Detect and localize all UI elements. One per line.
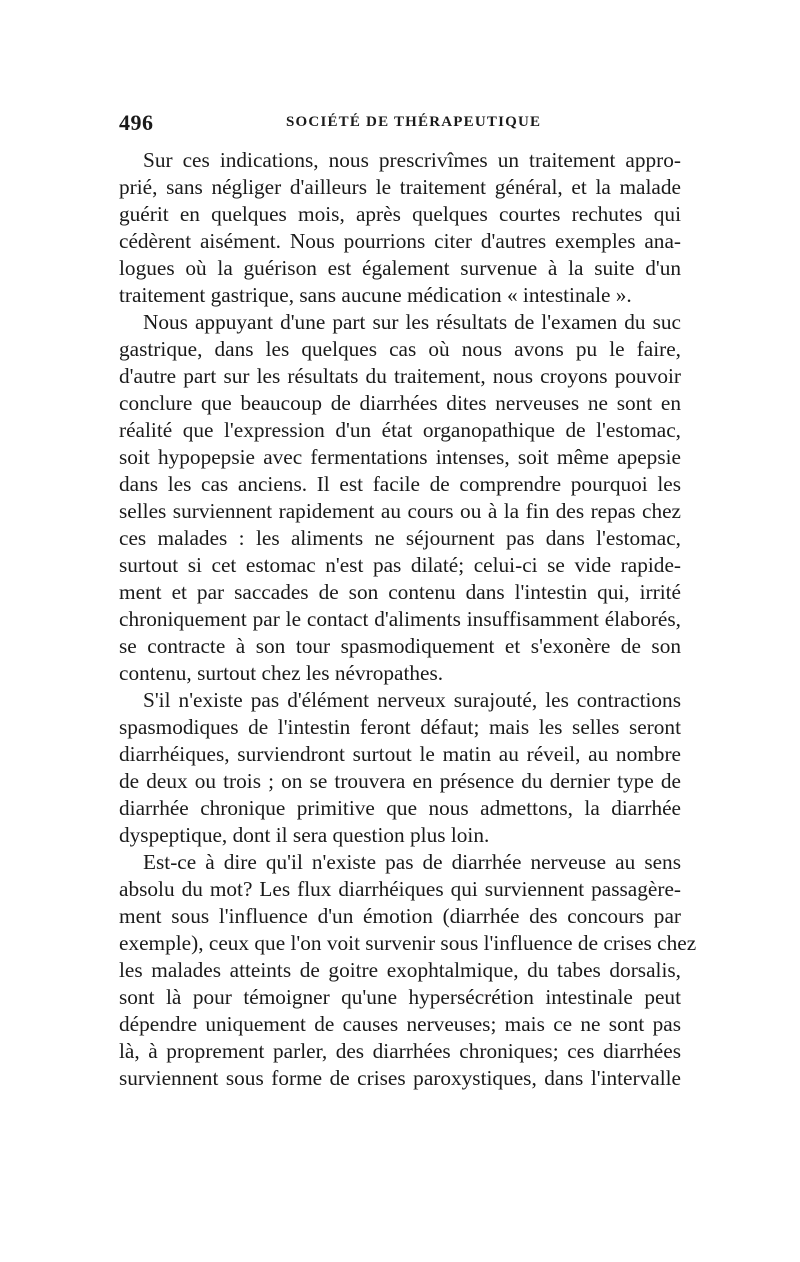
paragraph-2 <box>119 309 681 687</box>
text-line: ment et par saccades de son contenu dans l'intestin qui, irrité <box>119 580 681 604</box>
text-line: d'autre part sur les résultats du traitement, nous croyons pouvoir <box>119 364 681 388</box>
text-line: Nous appuyant d'une part sur les résultats de l'examen du suc <box>143 310 681 334</box>
text-line: dyspeptique, dont il sera question plus loin. <box>119 823 490 847</box>
text-line: logues où la guérison est également survenue à la suite d'un <box>119 256 681 280</box>
text-line: surtout si cet estomac n'est pas dilaté; celui-ci se vide rapide- <box>119 553 681 577</box>
text-line: absolu du mot? Les flux diarrhéiques qui surviennent passagère- <box>119 877 681 901</box>
text-line: ment sous l'influence d'un émotion (diarrhée des concours par <box>119 904 681 928</box>
page-number: 496 <box>119 110 154 135</box>
text-line: se contracte à son tour spasmodiquement et s'exonère de son <box>119 634 681 658</box>
text-line: ces malades : les aliments ne séjournent pas dans l'estomac, <box>119 526 681 550</box>
text-line: exemple), ceux que l'on voit survenir sous l'influence de crises chez <box>119 931 697 955</box>
text-line: diarrhéiques, surviendront surtout le matin au réveil, au nombre <box>119 742 681 766</box>
text-line: selles surviennent rapidement au cours ou à la fin des repas chez <box>119 499 681 523</box>
text-line: sont là pour témoigner qu'une hypersécrétion intestinale peut <box>119 985 681 1009</box>
text-line: spasmodiques de l'intestin feront défaut; mais les selles seront <box>119 715 681 739</box>
running-title: SOCIÉTÉ DE THÉRAPEUTIQUE <box>286 114 542 130</box>
text-line: dépendre uniquement de causes nerveuses; mais ce ne sont pas <box>119 1012 681 1036</box>
text-line: dans les cas anciens. Il est facile de comprendre pourquoi les <box>119 472 681 496</box>
running-head <box>119 110 680 144</box>
text-line: soit hypopepsie avec fermentations intenses, soit même apepsie <box>119 445 681 469</box>
text-line: diarrhée chronique primitive que nous admettons, la diarrhée <box>119 796 681 820</box>
text-line: contenu, surtout chez les névropathes. <box>119 661 444 685</box>
text-line: prié, sans négliger d'ailleurs le traitement général, et la malade <box>119 175 681 199</box>
text-line: cédèrent aisément. Nous pourrions citer d'autres exemples ana- <box>119 229 681 253</box>
text-line: Sur ces indications, nous prescrivîmes un traitement appro- <box>143 148 681 172</box>
text-line: gastrique, dans les quelques cas où nous avons pu le faire, <box>119 337 681 361</box>
paragraph-4 <box>119 849 697 1092</box>
text-line: guérit en quelques mois, après quelques courtes rechutes qui <box>119 202 681 226</box>
paragraph-3 <box>119 687 681 849</box>
text-line: Est-ce à dire qu'il n'existe pas de diarrhée nerveuse au sens <box>143 850 681 874</box>
text-line: S'il n'existe pas d'élément nerveux surajouté, les contractions <box>143 688 681 712</box>
text-line: surviennent sous forme de crises paroxystiques, dans l'intervalle <box>119 1066 681 1090</box>
text-line: conclure que beaucoup de diarrhées dites nerveuses ne sont en <box>119 391 681 415</box>
text-line: de deux ou trois ; on se trouvera en présence du dernier type de <box>119 769 681 793</box>
text-line: là, à proprement parler, des diarrhées chroniques; ces diarrhées <box>119 1039 681 1063</box>
paragraph-1 <box>119 147 681 309</box>
text-line: réalité que l'expression d'un état organopathique de l'estomac, <box>119 418 681 442</box>
text-line: traitement gastrique, sans aucune médication « intestinale ». <box>119 283 632 307</box>
body-text <box>119 147 697 1092</box>
text-line: les malades atteints de goitre exophtalmique, du tabes dorsalis, <box>119 958 681 982</box>
text-line: chroniquement par le contact d'aliments insuffisamment élaborés, <box>119 607 681 631</box>
